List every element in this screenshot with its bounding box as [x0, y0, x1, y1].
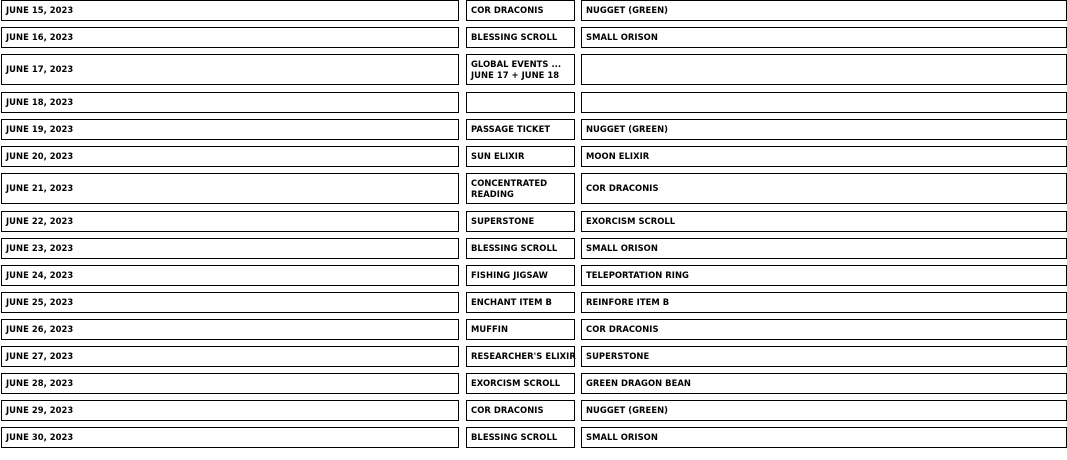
- date-cell: JUNE 24, 2023: [1, 265, 459, 286]
- item-b-cell: NUGGET (GREEN): [581, 400, 1067, 421]
- item-a-cell: EXORCISM SCROLL: [466, 373, 575, 394]
- item-a-cell: PASSAGE TICKET: [466, 119, 575, 140]
- item-a-cell: SUN ELIXIR: [466, 146, 575, 167]
- item-b-cell: [581, 92, 1067, 113]
- item-a-line: READING: [471, 188, 514, 199]
- table-row: [0, 427, 1067, 448]
- table-row: [0, 373, 1067, 394]
- item-a-cell: [466, 92, 575, 113]
- item-a-cell: RESEARCHER'S ELIXIR: [466, 346, 575, 367]
- date-cell: JUNE 26, 2023: [1, 319, 459, 340]
- date-cell: JUNE 21, 2023: [1, 173, 459, 204]
- date-cell: JUNE 29, 2023: [1, 400, 459, 421]
- date-cell: JUNE 30, 2023: [1, 427, 459, 448]
- item-b-cell: NUGGET (GREEN): [581, 119, 1067, 140]
- item-b-cell: TELEPORTATION RING: [581, 265, 1067, 286]
- date-cell: JUNE 20, 2023: [1, 146, 459, 167]
- date-cell: JUNE 19, 2023: [1, 119, 459, 140]
- table-row: [0, 319, 1067, 340]
- date-cell: JUNE 17, 2023: [1, 54, 459, 85]
- table-row: [0, 146, 1067, 167]
- item-a-cell: BLESSING SCROLL: [466, 427, 575, 448]
- table-row: [0, 27, 1067, 48]
- item-a-cell: BLESSING SCROLL: [466, 27, 575, 48]
- table-row: [0, 400, 1067, 421]
- item-b-cell: SUPERSTONE: [581, 346, 1067, 367]
- table-row: [0, 92, 1067, 113]
- item-a-line: GLOBAL EVENTS ...: [471, 59, 562, 69]
- date-cell: JUNE 27, 2023: [1, 346, 459, 367]
- item-b-cell: EXORCISM SCROLL: [581, 211, 1067, 232]
- date-cell: JUNE 16, 2023: [1, 27, 459, 48]
- item-a-cell: BLESSING SCROLL: [466, 238, 575, 259]
- item-b-cell: SMALL ORISON: [581, 27, 1067, 48]
- date-cell: JUNE 28, 2023: [1, 373, 459, 394]
- table-row: [0, 292, 1067, 313]
- item-a-cell: MUFFIN: [466, 319, 575, 340]
- table-row: [0, 265, 1067, 286]
- table-row: [0, 54, 1067, 85]
- item-a-cell: [466, 173, 575, 204]
- table-row: [0, 346, 1067, 367]
- table-row: [0, 173, 1067, 204]
- item-b-cell: SMALL ORISON: [581, 238, 1067, 259]
- table-row: [0, 211, 1067, 232]
- date-cell: JUNE 15, 2023: [1, 0, 459, 21]
- item-b-cell: COR DRACONIS: [581, 173, 1067, 204]
- item-b-cell: SMALL ORISON: [581, 427, 1067, 448]
- table-row: [0, 0, 1067, 21]
- item-b-cell: NUGGET (GREEN): [581, 0, 1067, 21]
- item-b-cell: COR DRACONIS: [581, 319, 1067, 340]
- item-b-cell: GREEN DRAGON BEAN: [581, 373, 1067, 394]
- item-a-line: CONCENTRATED: [471, 178, 548, 188]
- date-cell: JUNE 18, 2023: [1, 92, 459, 113]
- item-a-cell: COR DRACONIS: [466, 400, 575, 421]
- item-a-cell: [466, 54, 575, 85]
- table-row: [0, 119, 1067, 140]
- table-row: [0, 238, 1067, 259]
- item-b-cell: REINFORE ITEM B: [581, 292, 1067, 313]
- item-b-cell: [581, 54, 1067, 85]
- item-a-cell: FISHING JIGSAW: [466, 265, 575, 286]
- date-cell: JUNE 25, 2023: [1, 292, 459, 313]
- date-cell: JUNE 22, 2023: [1, 211, 459, 232]
- item-b-cell: MOON ELIXIR: [581, 146, 1067, 167]
- item-a-cell: ENCHANT ITEM B: [466, 292, 575, 313]
- item-a-line: JUNE 17 + JUNE 18: [471, 69, 560, 80]
- item-a-cell: COR DRACONIS: [466, 0, 575, 21]
- date-cell: JUNE 23, 2023: [1, 238, 459, 259]
- item-a-cell: SUPERSTONE: [466, 211, 575, 232]
